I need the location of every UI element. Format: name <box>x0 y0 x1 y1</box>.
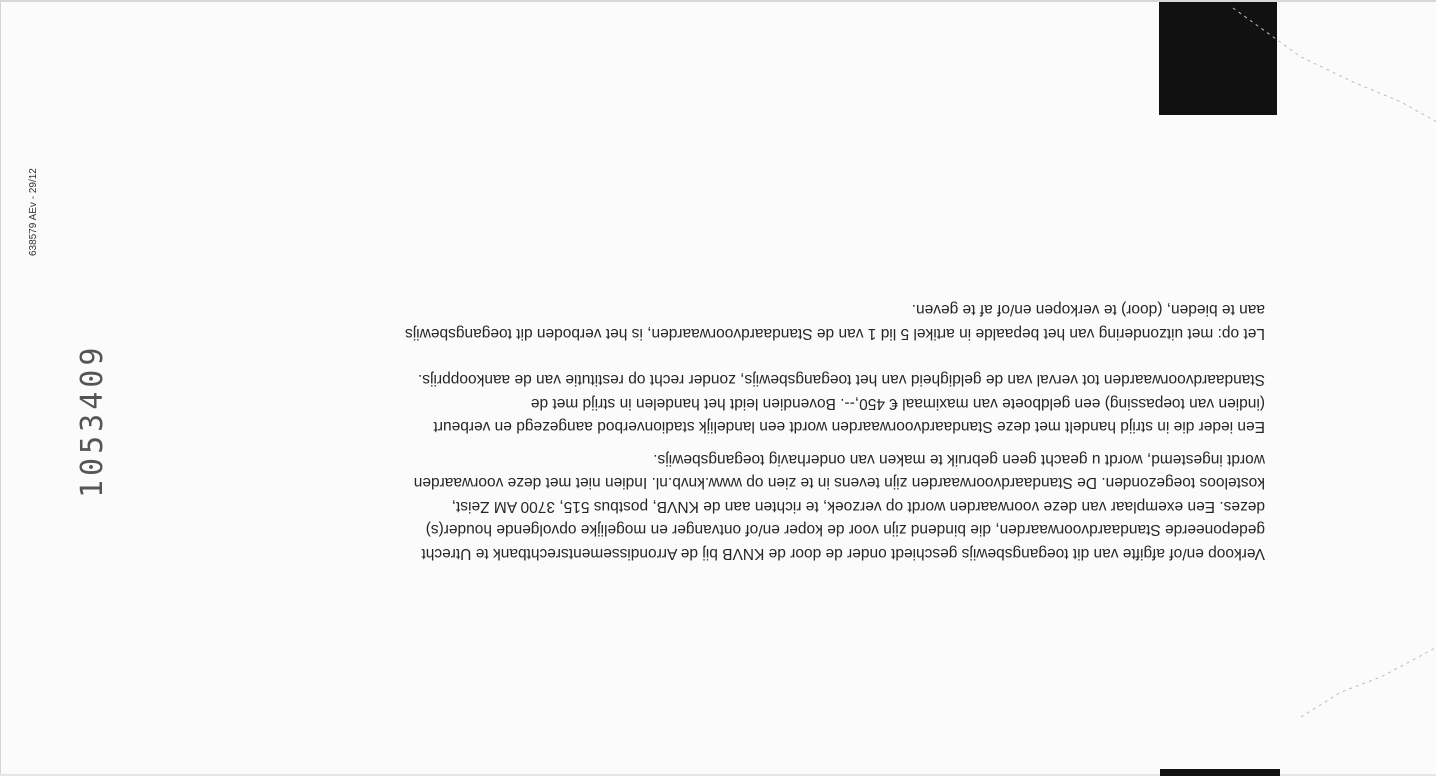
terms-paragraph-sale-conditions: Verkoop en/of afgifte van dit toegangsbewijs geschiedt onder de door de KNVB bij de Arrondissementsrechtbank te Utrecht gedeponeerde Standaardvoorwaarden, die bindend zijn voor de koper en/of ontvanger en mogelijke opvolgende houder(s) dezes. Een exemplaar van deze voorwaarden wordt op verzoek, te richten aan de KNVB, postbus 515, 3700 AM Zeist, kosteloos toegezonden. De Standaardvoorwaarden zijn tevens in te zien op www.knvb.nl. Indien niet met deze voorwaarden wordt ingestemd, wordt u geacht geen gebruik te maken van onderhavig toegangsbewijs. <box>413 451 1265 562</box>
serial-number: 1053409 <box>75 343 110 498</box>
registration-mark-top <box>1159 2 1277 115</box>
registration-mark-bottom <box>1160 769 1280 776</box>
terms-paragraph-violations: Een ieder die in strijd handelt met deze Standaardvoorwaarden wordt een landelijk stadionverbod aangezegd en verbeurt (indien van toepassing) een geldboete van maximaal € 450,--. Bovendien leidt het handelen in strijd met de Standaardvoorwaarden tot verval van de geldigheid van het toegangsbewijs, zonder recht op restitutie van de aankoopprijs. <box>417 371 1265 436</box>
upside-down-print-area <box>1 2 1436 776</box>
terms-and-conditions <box>175 298 1265 565</box>
print-code: 638579 AEv - 29/12 <box>28 168 39 256</box>
terms-paragraph-resale-ban: Let op: met uitzondering van het bepaalde in artikel 5 lid 1 van de Standaardvoorwaarden, is het verboden dit toegangsbewijs aan te bieden, (door) te verkopen en/of af te geven. <box>405 301 1265 342</box>
